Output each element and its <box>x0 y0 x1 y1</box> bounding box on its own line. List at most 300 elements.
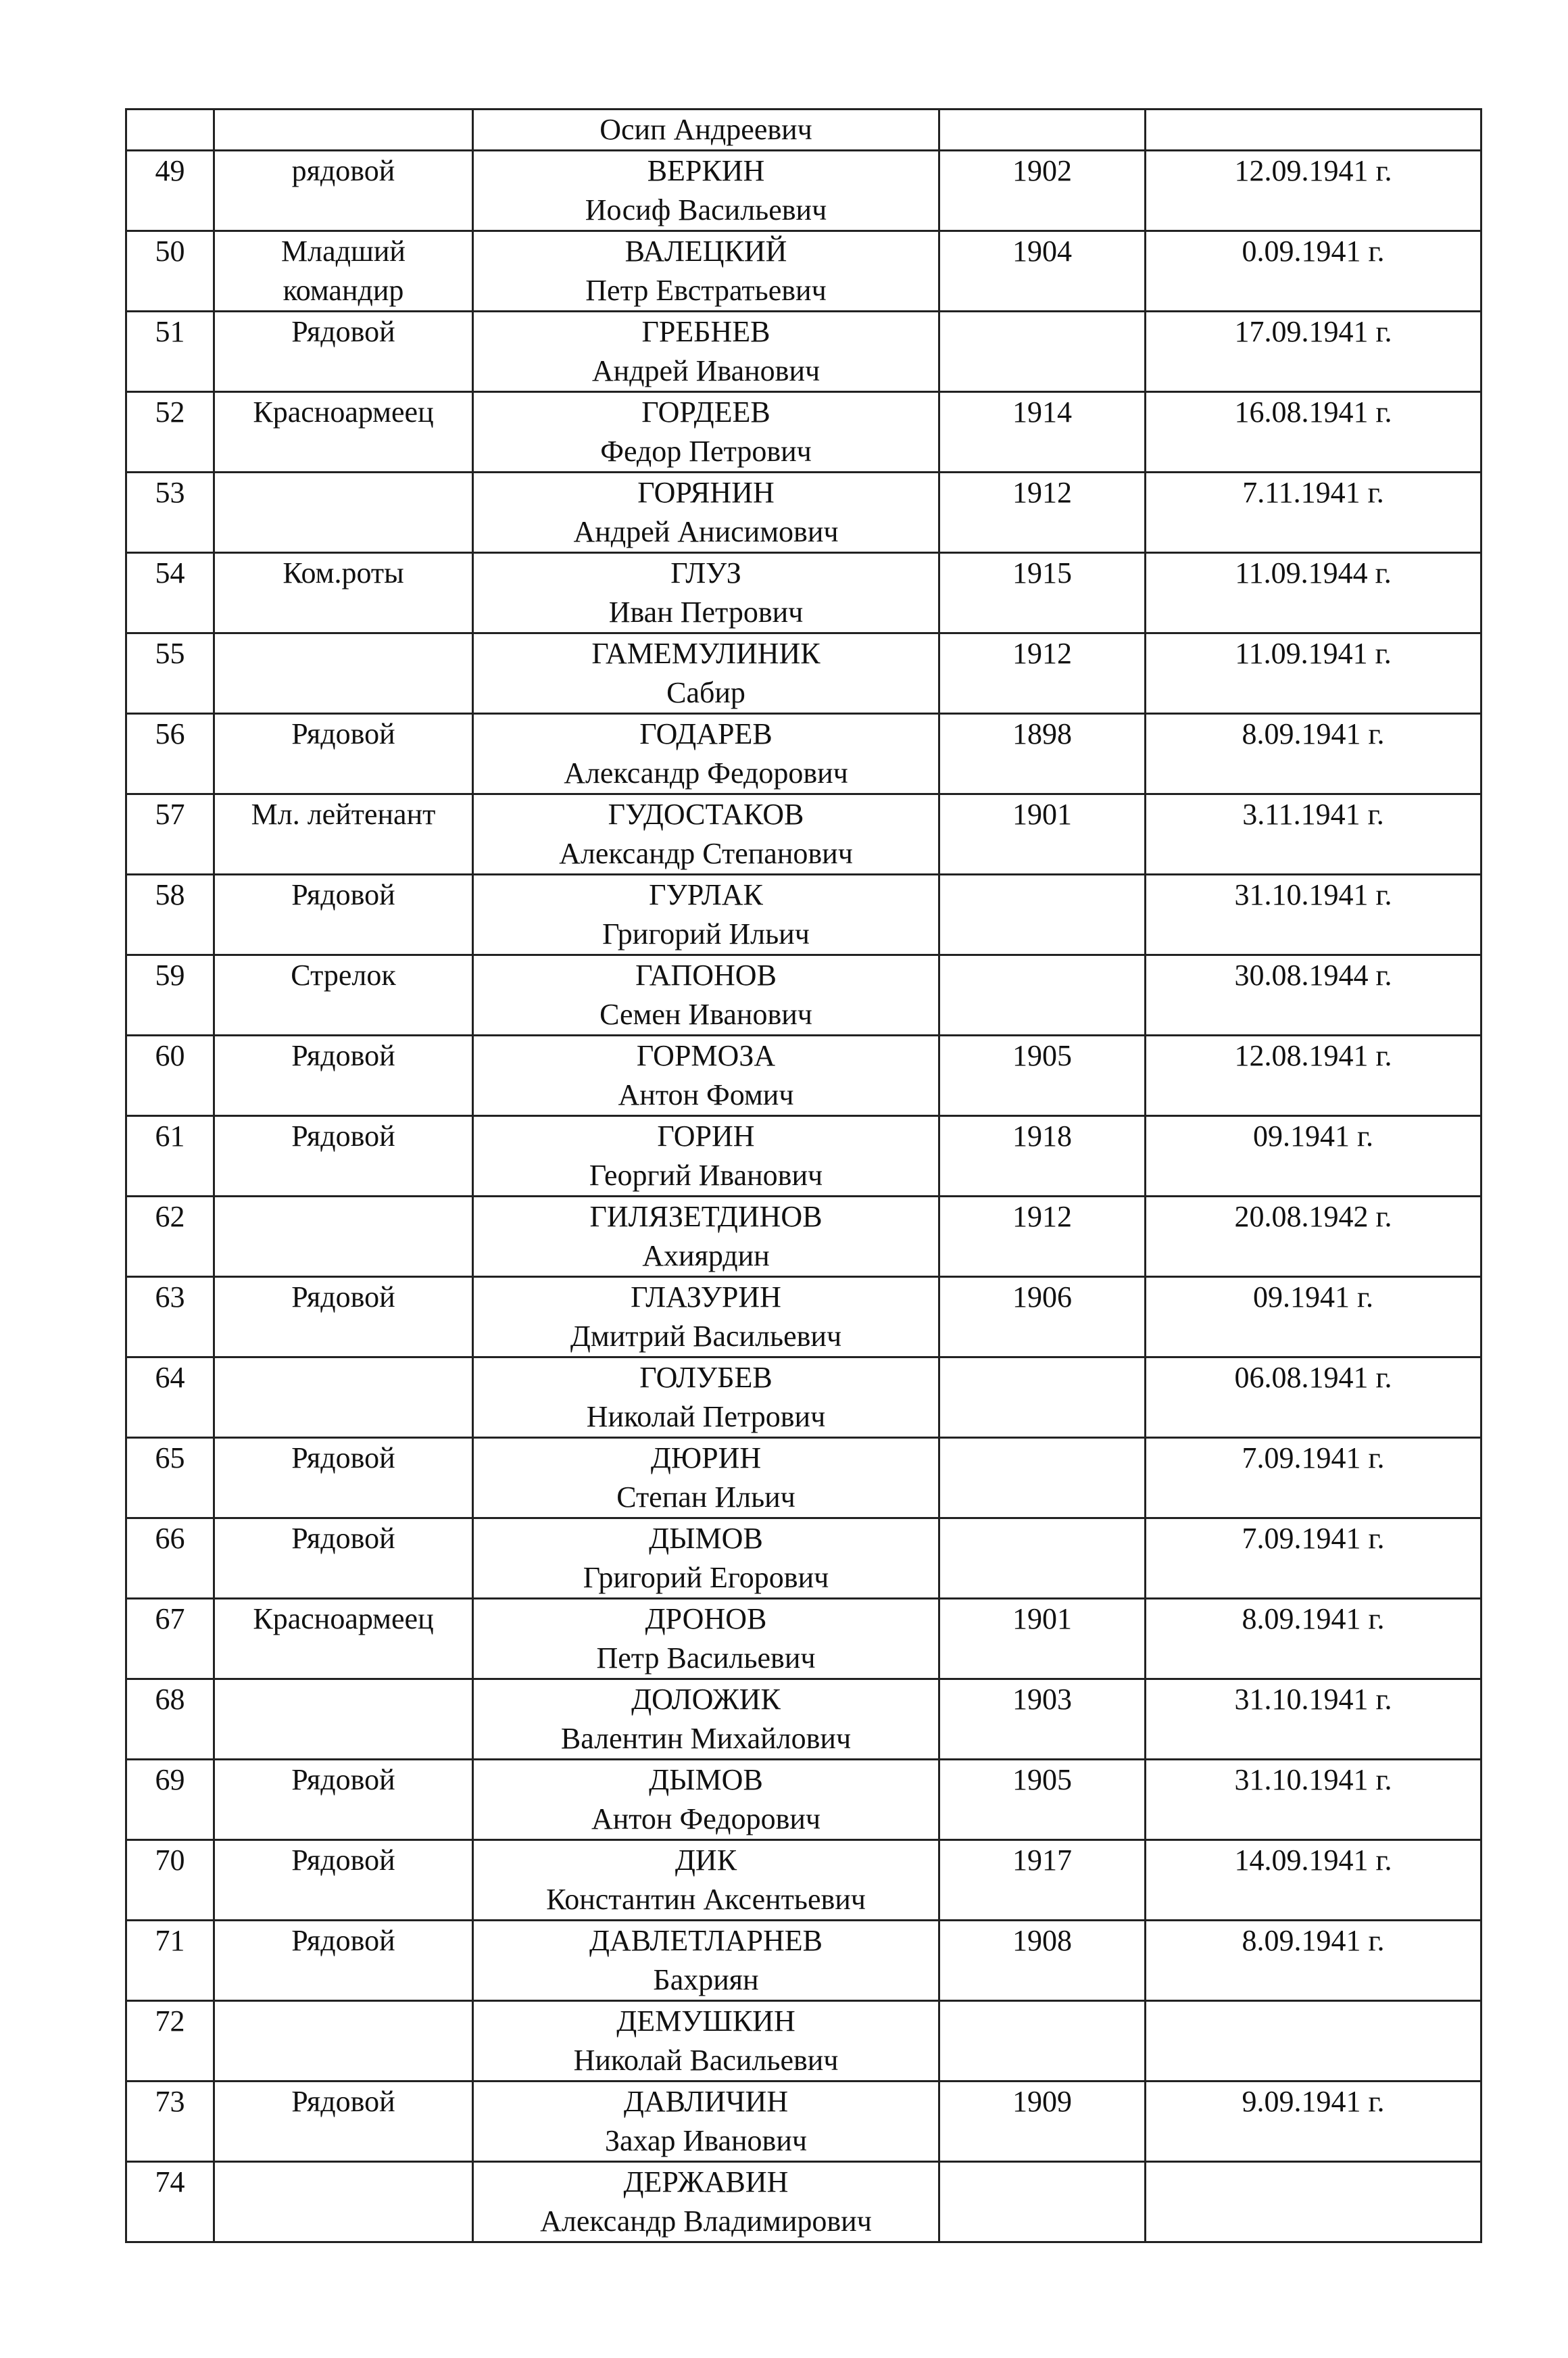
rank-cell <box>214 2162 473 2242</box>
surname-text: ГОРДЕЕВ <box>641 395 770 429</box>
row-number: 50 <box>155 235 185 268</box>
surname-text: ГАПОНОВ <box>635 959 777 992</box>
rank-text: Рядовой <box>291 878 395 911</box>
death-date-text: 17.09.1941 г. <box>1234 315 1392 348</box>
birth-year-cell <box>939 714 1146 794</box>
row-number: 62 <box>155 1200 185 1233</box>
death-date-cell <box>1146 231 1481 312</box>
death-date-cell <box>1146 151 1481 231</box>
row-number-cell <box>126 1357 214 1438</box>
rank-cell <box>214 1197 473 1277</box>
death-date-text: 8.09.1941 г. <box>1242 717 1385 750</box>
death-date-cell <box>1146 2162 1481 2242</box>
birth-year-text: 1906 <box>1012 1280 1072 1314</box>
table-body <box>126 110 1481 2242</box>
given-name-text: Бахриян <box>653 1963 759 1996</box>
rank-cell <box>214 1277 473 1357</box>
row-number-cell <box>126 2001 214 2082</box>
row-number: 58 <box>155 878 185 911</box>
row-number: 60 <box>155 1039 185 1072</box>
death-date-text: 3.11.1941 г. <box>1242 798 1384 831</box>
rank-cell <box>214 110 473 151</box>
birth-year-cell <box>939 2082 1146 2162</box>
name-cell <box>473 312 939 392</box>
rank-cell <box>214 2001 473 2082</box>
birth-year-text: 1898 <box>1012 717 1072 750</box>
death-date-text: 9.09.1941 г. <box>1242 2085 1385 2118</box>
death-date-cell <box>1146 312 1481 392</box>
given-name-text: Константин Аксентьевич <box>546 1883 866 1916</box>
row-number-cell <box>126 151 214 231</box>
table-row <box>126 1760 1481 1840</box>
surname-text: ГОРЯНИН <box>637 476 775 509</box>
death-date-text: 31.10.1941 г. <box>1234 878 1392 911</box>
rank-cell <box>214 231 473 312</box>
row-number-cell <box>126 794 214 875</box>
death-date-text: 16.08.1941 г. <box>1234 395 1392 429</box>
name-cell <box>473 110 939 151</box>
birth-year-text: 1901 <box>1012 798 1072 831</box>
death-date-cell <box>1146 1438 1481 1518</box>
name-cell <box>473 1036 939 1116</box>
death-date-text: 11.09.1941 г. <box>1235 637 1392 670</box>
death-date-text: 31.10.1941 г. <box>1234 1763 1392 1796</box>
table-row <box>126 312 1481 392</box>
table-row <box>126 553 1481 633</box>
death-date-cell <box>1146 1116 1481 1197</box>
row-number: 68 <box>155 1683 185 1716</box>
name-cell <box>473 1518 939 1599</box>
death-date-cell <box>1146 955 1481 1036</box>
given-name-text: Ахиярдин <box>642 1239 770 1272</box>
row-number: 54 <box>155 556 185 590</box>
rank-text: рядовой <box>291 154 395 187</box>
birth-year-cell <box>939 553 1146 633</box>
row-number: 65 <box>155 1441 185 1474</box>
birth-year-text: 1914 <box>1012 395 1072 429</box>
surname-text: ДРОНОВ <box>645 1602 767 1635</box>
death-date-text: 0.09.1941 г. <box>1242 235 1385 268</box>
table-row <box>126 1679 1481 1760</box>
table-row <box>126 392 1481 473</box>
name-cell <box>473 633 939 714</box>
birth-year-cell <box>939 875 1146 955</box>
table-row <box>126 2082 1481 2162</box>
death-date-cell <box>1146 714 1481 794</box>
given-name-text: Андрей Анисимович <box>573 515 839 548</box>
name-cell <box>473 955 939 1036</box>
birth-year-text: 1912 <box>1012 637 1072 670</box>
birth-year-cell <box>939 1197 1146 1277</box>
name-cell <box>473 553 939 633</box>
birth-year-text: 1903 <box>1012 1683 1072 1716</box>
name-cell <box>473 1840 939 1921</box>
death-date-cell <box>1146 1277 1481 1357</box>
given-name-text: Григорий Егорович <box>583 1561 829 1594</box>
row-number: 53 <box>155 476 185 509</box>
birth-year-text: 1905 <box>1012 1763 1072 1796</box>
table-row <box>126 231 1481 312</box>
rank-text: Ком.роты <box>283 556 404 590</box>
surname-text: ГЛАЗУРИН <box>631 1280 781 1314</box>
year-cell <box>939 110 1146 151</box>
given-name-text: Петр Васильевич <box>596 1641 816 1675</box>
table-row <box>126 151 1481 231</box>
death-date-text: 09.1941 г. <box>1252 1280 1374 1314</box>
num-cell <box>126 110 214 151</box>
row-number-cell <box>126 1760 214 1840</box>
rank-cell <box>214 1036 473 1116</box>
table-row <box>126 955 1481 1036</box>
birth-year-cell <box>939 633 1146 714</box>
rank-text: Рядовой <box>291 1763 395 1796</box>
table-row <box>126 1116 1481 1197</box>
table-row <box>126 1840 1481 1921</box>
death-date-cell <box>1146 1518 1481 1599</box>
row-number: 66 <box>155 1522 185 1555</box>
birth-year-text: 1902 <box>1012 154 1072 187</box>
name-cell <box>473 231 939 312</box>
death-date-text: 31.10.1941 г. <box>1234 1683 1392 1716</box>
rank-cell <box>214 392 473 473</box>
birth-year-cell <box>939 1599 1146 1679</box>
death-date-text: 09.1941 г. <box>1252 1120 1374 1153</box>
birth-year-cell <box>939 1518 1146 1599</box>
death-date-cell <box>1146 392 1481 473</box>
death-date-cell <box>1146 2001 1481 2082</box>
row-number: 72 <box>155 2004 185 2038</box>
rank-cell <box>214 1840 473 1921</box>
rank-cell <box>214 1921 473 2001</box>
row-number-cell <box>126 1277 214 1357</box>
casualty-list-table <box>125 108 1482 2243</box>
row-number: 67 <box>155 1602 185 1635</box>
row-number: 61 <box>155 1120 185 1153</box>
death-date-cell <box>1146 794 1481 875</box>
name-cell <box>473 794 939 875</box>
surname-text: ДЕРЖАВИН <box>623 2165 789 2198</box>
surname-text: ГОРМОЗА <box>636 1039 776 1072</box>
rank-text: Рядовой <box>291 1120 395 1153</box>
surname-text: ДЫМОВ <box>649 1763 763 1796</box>
row-number-cell <box>126 633 214 714</box>
death-date-cell <box>1146 1599 1481 1679</box>
death-date-text: 11.09.1944 г. <box>1235 556 1392 590</box>
surname-text: ГРЕБНЕВ <box>641 315 770 348</box>
continuation-row <box>126 110 1481 151</box>
given-name-text: Александр Федорович <box>564 756 848 790</box>
death-date-cell <box>1146 1921 1481 2001</box>
row-number-cell <box>126 1116 214 1197</box>
name-cell <box>473 2001 939 2082</box>
surname-text: ДОЛОЖИК <box>631 1683 781 1716</box>
row-number: 71 <box>155 1924 185 1957</box>
rank-text: Красноармеец <box>253 395 434 429</box>
date-cell <box>1146 110 1481 151</box>
given-name-text: Иван Петрович <box>608 596 804 629</box>
name-cell <box>473 473 939 553</box>
death-date-cell <box>1146 633 1481 714</box>
surname-text: ГУРЛАК <box>649 878 763 911</box>
row-number-cell <box>126 875 214 955</box>
given-name-text: Петр Евстратьевич <box>585 274 827 307</box>
table-row <box>126 1277 1481 1357</box>
birth-year-text: 1918 <box>1012 1120 1072 1153</box>
rank-text: Рядовой <box>291 1844 395 1877</box>
death-date-text: 8.09.1941 г. <box>1242 1924 1385 1957</box>
birth-year-text: 1909 <box>1012 2085 1072 2118</box>
given-name-text: Григорий Ильич <box>602 917 810 951</box>
row-number: 55 <box>155 637 185 670</box>
given-name-text: Федор Петрович <box>600 435 812 468</box>
surname-text: ДАВЛЕТЛАРНЕВ <box>589 1924 823 1957</box>
birth-year-cell <box>939 1921 1146 2001</box>
birth-year-cell <box>939 231 1146 312</box>
row-number-cell <box>126 392 214 473</box>
birth-year-cell <box>939 392 1146 473</box>
row-number: 70 <box>155 1844 185 1877</box>
rank-text: Рядовой <box>291 1039 395 1072</box>
table-row <box>126 1197 1481 1277</box>
birth-year-cell <box>939 1036 1146 1116</box>
rank-text: Рядовой <box>291 1280 395 1314</box>
row-number-cell <box>126 1599 214 1679</box>
birth-year-text: 1912 <box>1012 1200 1072 1233</box>
row-number: 52 <box>155 395 185 429</box>
table-row <box>126 1438 1481 1518</box>
death-date-text: 14.09.1941 г. <box>1234 1844 1392 1877</box>
surname-text: ВЕРКИН <box>647 154 765 187</box>
birth-year-cell <box>939 1438 1146 1518</box>
rank-cell <box>214 1599 473 1679</box>
birth-year-text: 1912 <box>1012 476 1072 509</box>
rank-cell <box>214 1760 473 1840</box>
surname-text: ГЛУЗ <box>670 556 741 590</box>
death-date-cell <box>1146 1357 1481 1438</box>
name-cell <box>473 714 939 794</box>
surname-text: ГОДАРЕВ <box>639 717 773 750</box>
rank-text: Мл. лейтенант <box>251 798 436 831</box>
row-number-cell <box>126 553 214 633</box>
given-name-text: Андрей Иванович <box>591 354 820 387</box>
table-row <box>126 1518 1481 1599</box>
rank-text: Рядовой <box>291 717 395 750</box>
row-number: 51 <box>155 315 185 348</box>
birth-year-text: 1901 <box>1012 1602 1072 1635</box>
birth-year-text: 1915 <box>1012 556 1072 590</box>
row-number-cell <box>126 312 214 392</box>
row-number-cell <box>126 2082 214 2162</box>
death-date-text: 8.09.1941 г. <box>1242 1602 1385 1635</box>
death-date-text: 06.08.1941 г. <box>1234 1361 1392 1394</box>
birth-year-cell <box>939 1116 1146 1197</box>
row-number: 63 <box>155 1280 185 1314</box>
rank-text: Стрелок <box>291 959 396 992</box>
rank-text: Рядовой <box>291 1441 395 1474</box>
rank-cell <box>214 955 473 1036</box>
name-cell <box>473 1599 939 1679</box>
row-number: 74 <box>155 2165 185 2198</box>
rank-text: Рядовой <box>291 315 395 348</box>
death-date-cell <box>1146 1760 1481 1840</box>
table-row <box>126 714 1481 794</box>
death-date-text: 12.09.1941 г. <box>1234 154 1392 187</box>
name-cell <box>473 2082 939 2162</box>
birth-year-text: 1905 <box>1012 1039 1072 1072</box>
name-cell <box>473 1921 939 2001</box>
row-number-cell <box>126 1679 214 1760</box>
table-row <box>126 875 1481 955</box>
name-cell <box>473 1760 939 1840</box>
surname-text: ДАВЛИЧИН <box>623 2085 789 2118</box>
row-number-cell <box>126 1921 214 2001</box>
given-name-text: Дмитрий Васильевич <box>570 1320 842 1353</box>
birth-year-text: 1908 <box>1012 1924 1072 1957</box>
surname-text: ДЮРИН <box>650 1441 762 1474</box>
patronymic-text: Осип Андреевич <box>599 113 812 146</box>
death-date-cell <box>1146 2082 1481 2162</box>
birth-year-text: 1904 <box>1012 235 1072 268</box>
rank-text: Младший <box>281 235 406 268</box>
given-name-text: Антон Фомич <box>618 1078 794 1111</box>
name-cell <box>473 1116 939 1197</box>
surname-text: ДИК <box>675 1844 737 1877</box>
rank-text: Рядовой <box>291 1522 395 1555</box>
given-name-text: Антон Федорович <box>591 1802 821 1835</box>
surname-text: ДЫМОВ <box>649 1522 763 1555</box>
row-number-cell <box>126 1518 214 1599</box>
given-name-text: Степан Ильич <box>616 1481 795 1514</box>
birth-year-cell <box>939 473 1146 553</box>
name-cell <box>473 1197 939 1277</box>
death-date-cell <box>1146 553 1481 633</box>
birth-year-cell <box>939 2001 1146 2082</box>
surname-text: ГАМЕМУЛИНИК <box>591 637 820 670</box>
row-number: 59 <box>155 959 185 992</box>
death-date-cell <box>1146 875 1481 955</box>
death-date-text: 7.09.1941 г. <box>1242 1441 1385 1474</box>
death-date-text: 12.08.1941 г. <box>1234 1039 1392 1072</box>
name-cell <box>473 1357 939 1438</box>
death-date-cell <box>1146 1840 1481 1921</box>
name-cell <box>473 875 939 955</box>
rank-cell <box>214 312 473 392</box>
table-row <box>126 2001 1481 2082</box>
given-name-text: Александр Владимирович <box>540 2205 872 2238</box>
table-row <box>126 1921 1481 2001</box>
birth-year-cell <box>939 2162 1146 2242</box>
rank-cell <box>214 1518 473 1599</box>
birth-year-cell <box>939 151 1146 231</box>
death-date-text: 20.08.1942 г. <box>1234 1200 1392 1233</box>
row-number-cell <box>126 1438 214 1518</box>
table-row <box>126 1599 1481 1679</box>
birth-year-cell <box>939 1277 1146 1357</box>
rank-text: Рядовой <box>291 1924 395 1957</box>
table-row <box>126 1357 1481 1438</box>
row-number: 49 <box>155 154 185 187</box>
rank-text: командир <box>283 274 404 307</box>
birth-year-text: 1917 <box>1012 1844 1072 1877</box>
death-date-cell <box>1146 1679 1481 1760</box>
rank-text: Рядовой <box>291 2085 395 2118</box>
surname-text: ГИЛЯЗЕТДИНОВ <box>589 1200 823 1233</box>
name-cell <box>473 392 939 473</box>
name-cell <box>473 1438 939 1518</box>
given-name-text: Валентин Михайлович <box>560 1722 852 1755</box>
row-number-cell <box>126 2162 214 2242</box>
death-date-cell <box>1146 473 1481 553</box>
row-number: 69 <box>155 1763 185 1796</box>
rank-cell <box>214 714 473 794</box>
row-number: 56 <box>155 717 185 750</box>
name-cell <box>473 1277 939 1357</box>
row-number-cell <box>126 1197 214 1277</box>
rank-cell <box>214 1116 473 1197</box>
surname-text: ГОРИН <box>657 1120 755 1153</box>
birth-year-cell <box>939 955 1146 1036</box>
rank-cell <box>214 553 473 633</box>
rank-text: Красноармеец <box>253 1602 434 1635</box>
birth-year-cell <box>939 1357 1146 1438</box>
rank-cell <box>214 1438 473 1518</box>
table-row <box>126 2162 1481 2242</box>
row-number-cell <box>126 1840 214 1921</box>
given-name-text: Сабир <box>666 676 745 709</box>
surname-text: ДЕМУШКИН <box>616 2004 795 2038</box>
table-row <box>126 473 1481 553</box>
surname-text: ВАЛЕЦКИЙ <box>624 235 787 268</box>
name-cell <box>473 1679 939 1760</box>
name-cell <box>473 2162 939 2242</box>
rank-cell <box>214 794 473 875</box>
given-name-text: Семен Иванович <box>599 998 812 1031</box>
row-number-cell <box>126 231 214 312</box>
rank-cell <box>214 151 473 231</box>
given-name-text: Иосиф Васильевич <box>585 193 827 226</box>
table-row <box>126 794 1481 875</box>
row-number-cell <box>126 1036 214 1116</box>
death-date-cell <box>1146 1197 1481 1277</box>
row-number: 57 <box>155 798 185 831</box>
rank-cell <box>214 875 473 955</box>
rank-cell <box>214 2082 473 2162</box>
birth-year-cell <box>939 1840 1146 1921</box>
death-date-text: 7.09.1941 г. <box>1242 1522 1385 1555</box>
death-date-cell <box>1146 1036 1481 1116</box>
given-name-text: Николай Петрович <box>586 1400 826 1433</box>
given-name-text: Георгий Иванович <box>589 1159 823 1192</box>
row-number: 64 <box>155 1361 185 1394</box>
row-number-cell <box>126 473 214 553</box>
birth-year-cell <box>939 1679 1146 1760</box>
rank-cell <box>214 633 473 714</box>
rank-cell <box>214 473 473 553</box>
surname-text: ГОЛУБЕВ <box>639 1361 773 1394</box>
rank-cell <box>214 1357 473 1438</box>
row-number-cell <box>126 714 214 794</box>
surname-text: ГУДОСТАКОВ <box>608 798 804 831</box>
table-row <box>126 633 1481 714</box>
row-number: 73 <box>155 2085 185 2118</box>
birth-year-cell <box>939 794 1146 875</box>
given-name-text: Захар Иванович <box>604 2124 808 2157</box>
name-cell <box>473 151 939 231</box>
death-date-text: 30.08.1944 г. <box>1234 959 1392 992</box>
birth-year-cell <box>939 1760 1146 1840</box>
birth-year-cell <box>939 312 1146 392</box>
row-number-cell <box>126 955 214 1036</box>
